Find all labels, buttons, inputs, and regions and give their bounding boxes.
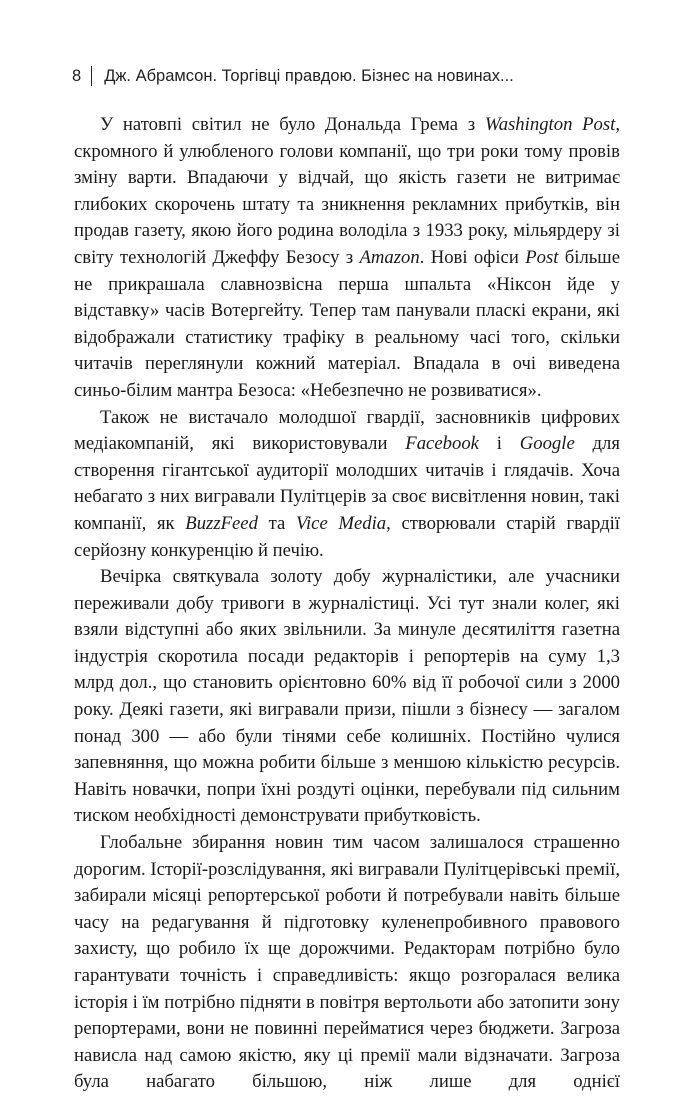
italic-title: BuzzFeed xyxy=(185,512,258,534)
header-divider xyxy=(91,66,92,86)
text-run: та xyxy=(257,512,296,534)
running-head xyxy=(72,64,514,88)
italic-title: Post xyxy=(525,246,559,268)
paragraph xyxy=(74,830,620,1096)
page-number: 8 xyxy=(72,66,82,85)
body-text xyxy=(74,112,620,1096)
running-title: Дж. Абрамсон. Торгівці правдою. Бізнес на новинах... xyxy=(104,66,514,85)
text-run: більше не прикрашала славнозвісна перша шпальта «Ніксон йде у відставку» часів Вотергейту. Тепер там панували пласкі екрани, які відображали статистику трафіку в реальному часі того, скільки читачів переглянули кожний матеріал. Впадала в очі виведена синьо-білим мантра Безоса: «Небезпечно не розвиватися». xyxy=(74,246,620,401)
text-run: Також не вистачало молодшої гвардії, засновників цифрових медіакомпаній, які використовували xyxy=(74,406,620,455)
italic-title: Amazon xyxy=(359,246,420,268)
paragraph xyxy=(74,564,620,830)
italic-title: Google xyxy=(519,433,575,455)
text-run: і xyxy=(478,433,520,455)
paragraph xyxy=(74,112,620,405)
italic-title: Vice Media xyxy=(295,512,387,534)
text-run: , створювали старій гвардії серйозну конкуренцію й печію. xyxy=(74,512,620,561)
text-run: , скромного й улюбленого голови компанії, що три роки тому провів зміну варти. Впадаючи у відчай, що якість газети не витримає глибоких скорочень штату та зникнення рекламних прибутків, він продав газету, якою його родина володіла з 1933 року, мільярдеру зі світу технологій Джеффу Безосу з xyxy=(74,114,621,268)
paragraph xyxy=(74,405,620,565)
text-run: Глобальне збирання новин тим часом залишалося страшенно дорогим. Історії-розслідування, які вигравали Пулітцерівські премії, забирали місяці репортерської роботи й потребували навіть більше часу на редагування й підготовку куленепробивного правового захисту, що робило їх ще дорожчими. Редакторам потрібно було гарантувати точність і справедливість: якщо розгоралася велика історія і їм потрібно підняти в повітря вертольоти або затопити зону репортерами, вони не повинні перейматися через бюджети. Загроза нависла над самою якістю, яку ці премії мали відзначати. Загроза була набагато більшою, ніж лише для однієї xyxy=(74,832,620,1093)
italic-title: Washington Post xyxy=(484,114,616,135)
text-run: У натовпі світил не було Дональда Грема з xyxy=(100,114,485,135)
text-run: . Нові офіси xyxy=(419,246,526,268)
text-run: для створення гігантської аудиторії молодших читачів і глядачів. Хоча небагато з них вигравали Пулітцерів за своє висвітлення новин, такі компанії, як xyxy=(74,433,620,534)
italic-title: Facebook xyxy=(405,433,479,455)
text-run: Вечірка святкувала золоту добу журналістики, але учасники переживали добу тривоги в журналістиці. Усі тут знали колег, які взяли відступні або яких звільнили. За минуле десятиліття газетна індустрія скоротила посади редакторів і репортерів на суму 1,3 млрд дол., що становить орієнтовно 60% від її робочої сили з 2000 року. Деякі газети, які вигравали призи, пішли з бізнесу — загалом понад 300 — або були тінями себе колишніх. Постійно чулися запевняння, що можна робити більше з меншою кількістю ресурсів. Навіть новачки, попри їхні роздуті оцінки, перебували під сильним тиском необхідності демонструвати прибутковість. xyxy=(74,566,620,827)
